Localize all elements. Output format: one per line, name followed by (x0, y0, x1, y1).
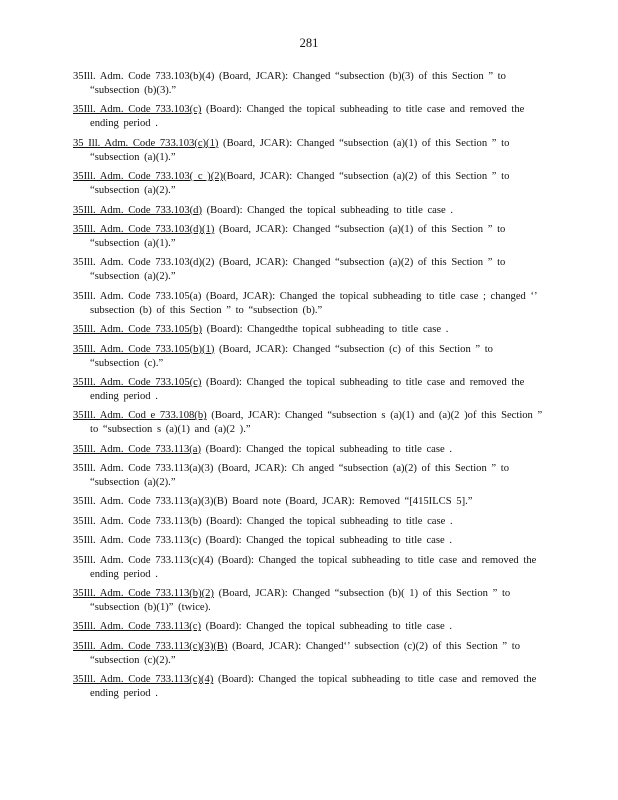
amendment-note (73, 223, 543, 251)
code-citation: 35Ill. Adm. Code 733.113(c)(3)(B) (73, 640, 228, 652)
amendment-note (73, 343, 543, 371)
change-description: (Board, JCAR): Changed “subsection s (a)(1) and (a)(2 )of this Section ” to “subsection s (a)(1) and (a)(2 ).” (90, 410, 543, 436)
code-citation: 35Ill. Adm. Code 733.105(c) (73, 376, 202, 388)
amendment-note (73, 534, 543, 548)
amendment-note (73, 204, 543, 218)
change-description: (Board): Changedthe topical subheading to title case . (202, 324, 449, 336)
change-description: (Board, JCAR): Changed “subsection (a)(2) of this Section ” to “subsection (a)(2).” (90, 257, 506, 283)
code-citation: 35Ill. Adm. Code 733.113(c) (73, 621, 202, 633)
change-description: (Board, JCAR): Changed “subsection (b)(3) of this Section ” to “subsection (b)(3).” (90, 71, 506, 96)
code-citation: 35Ill. Adm. Code 733.113(a) (73, 443, 202, 455)
amendment-note (73, 673, 543, 701)
amendment-note (73, 323, 543, 337)
code-citation: 35Ill. Adm. Code 733.103(d) (73, 204, 202, 216)
change-description: (Board, JCAR): Changed the topical subheading to title case ; changed ‘’ subsection (b) of this Section ” to “subsection (b).” (90, 290, 537, 316)
code-citation: 35Ill. Adm. Code 733.113(c)(4) (73, 674, 214, 686)
code-citation: 35Ill. Adm. Code 733.113(b) (73, 515, 202, 527)
code-citation: 35Ill. Adm. Code 733.103(b)(4) (73, 71, 215, 82)
code-citation: 35Ill. Adm. Code 733.113(c) (73, 535, 202, 547)
page-number: 281 (299, 36, 319, 50)
amendment-note (73, 462, 543, 490)
code-citation: 35Ill. Adm. Code 733.113(c)(4) (73, 554, 214, 566)
code-citation: 35Ill. Adm. Code 733.103(d)(2) (73, 257, 215, 269)
change-description: (Board): Changed the topical subheading to title case . (201, 443, 453, 455)
amendment-note (73, 495, 543, 509)
amendment-note (73, 443, 543, 457)
change-description: (Board): Changed the topical subheading to title case . (201, 515, 453, 527)
change-description: (Board): Changed the topical subheading to title case and removed the ending period . (90, 376, 525, 402)
code-citation: 35Ill. Adm. Cod e 733.108(b) (73, 410, 207, 422)
code-citation: 35Ill. Adm. Code 733.105(b)(1) (73, 343, 215, 355)
code-citation: 35Ill. Adm. Code 733.113(a)(3)(B) (73, 496, 228, 508)
code-citation: 35Ill. Adm. Code 733.103(d)(1) (73, 223, 215, 235)
change-description: (Board): Changed the topical subheading to title case . (202, 204, 453, 216)
change-description: (Board): Changed the topical subheading to title case . (201, 535, 453, 547)
change-description: Board note (Board, JCAR): Removed “[415ILCS 5].” (227, 496, 473, 508)
change-description: (Board, JCAR): Changed “subsection (a)(1) of this Section ” to “subsection (a)(1).” (90, 223, 506, 249)
amendment-notes-list (73, 70, 543, 707)
change-description: (Board, JCAR): Changed “subsection (c) of this Section ” to “subsection (c).” (90, 343, 493, 369)
change-description: (Board, JCAR): Changed “subsection (a)(2) of this Section ” to “subsection (a)(2).” (90, 171, 510, 197)
amendment-note (73, 587, 543, 615)
code-citation: 35Ill. Adm. Code 733.105(a) (73, 290, 202, 302)
amendment-note (73, 137, 543, 165)
change-description: (Board): Changed the topical subheading to title case and removed the ending period . (90, 674, 537, 700)
amendment-note (73, 640, 543, 668)
code-citation: 35Ill. Adm. Code 733.113(b)(2) (73, 588, 214, 600)
amendment-note (73, 70, 543, 98)
code-citation: 35Ill. Adm. Code 733.103( c )(2) (73, 171, 224, 183)
amendment-note (73, 620, 543, 634)
change-description: (Board): Changed the topical subheading to title case and removed the ending period . (90, 554, 537, 580)
code-citation: 35 Ill. Adm. Code 733.103(c)(1) (73, 137, 219, 149)
amendment-note (73, 376, 543, 404)
change-description: (Board, JCAR): Changed “subsection (b)( 1) of this Section ” to “subsection (b)(1)” (twice). (90, 588, 511, 614)
code-citation: 35Ill. Adm. Code 733.103(c) (73, 104, 202, 116)
amendment-note (73, 256, 543, 284)
change-description: (Board): Changed the topical subheading to title case and removed the ending period . (90, 104, 525, 130)
change-description: (Board, JCAR): Changed‘’ subsection (c)(2) of this Section ” to “subsection (c)(2).” (90, 640, 521, 666)
amendment-note (73, 409, 543, 437)
change-description: (Board, JCAR): Ch anged “subsection (a)(2) of this Section ” to “subsection (a)(2).” (90, 463, 509, 489)
amendment-note (73, 170, 543, 198)
amendment-note (73, 554, 543, 582)
amendment-note (73, 515, 543, 529)
change-description: (Board, JCAR): Changed “subsection (a)(1) of this Section ” to “subsection (a)(1).” (90, 137, 510, 163)
amendment-note (73, 103, 543, 131)
code-citation: 35Ill. Adm. Code 733.113(a)(3) (73, 463, 214, 475)
amendment-note (73, 290, 543, 318)
change-description: (Board): Changed the topical subheading to title case . (201, 621, 453, 633)
code-citation: 35Ill. Adm. Code 733.105(b) (73, 324, 202, 336)
